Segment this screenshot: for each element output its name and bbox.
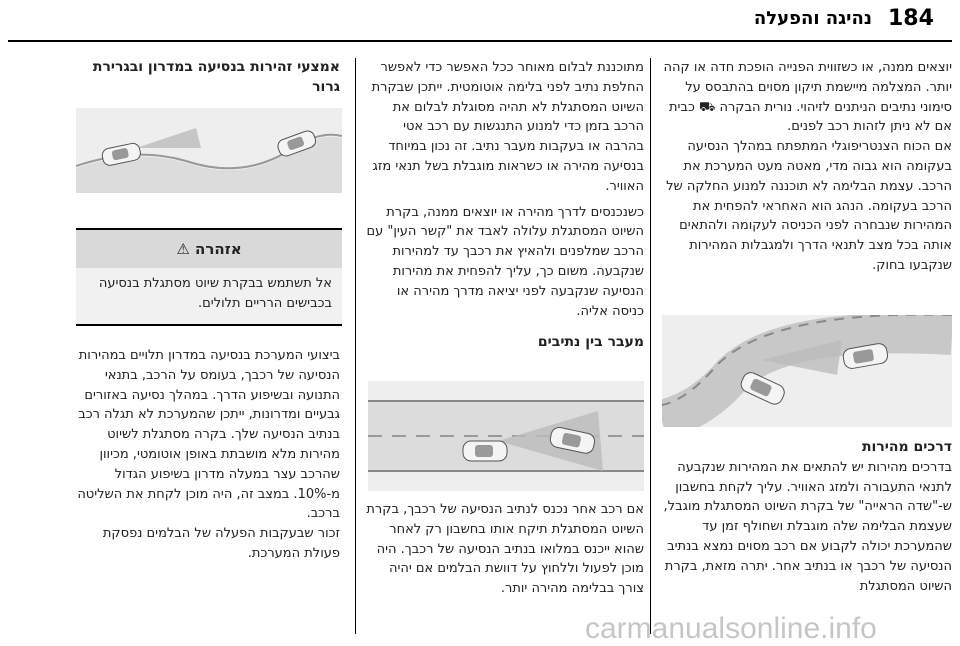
section-heading: מעבר בין נתיבים: [537, 334, 644, 351]
warning-box: [76, 228, 342, 326]
warning-title: אזהרה: [195, 240, 242, 258]
column-divider: [650, 58, 651, 634]
section-heading: אמצעי זהירות בנסיעה במדרון ובגרירת גרור: [92, 59, 340, 95]
column-middle-lower: [362, 500, 644, 599]
page-number: 184: [888, 6, 934, 31]
section-heading: דרכים מהירות: [861, 439, 952, 455]
header-rule: [8, 40, 952, 42]
column-right-lower: [658, 438, 952, 596]
curve-road-illustration: [662, 315, 952, 427]
hill-road-illustration: [76, 108, 342, 193]
lane-change-illustration: [368, 381, 644, 491]
column-left-lower: [72, 346, 340, 564]
column-right: [658, 58, 952, 276]
column-left: [72, 58, 340, 98]
paragraph: אם הכוח הצנטריפוגלי המתפתח במהלך הנסיעה בעקומה הוא גבוה מדי, מאטה מעט המערכת את הרכב. עצמת הבלימה לא תוכננה למנוע החלקה של הרכב בעקומה. הנהג הוא האחראי להפחית את המהירות שנבחרה לפני הכניסה לעקומה ולהתאים אותה בכל מצב לתנאי הדרך ולמגבלות המהירות שנקבעו בחוק.: [666, 139, 952, 273]
warning-text: אל תשתמש בבקרת שיוט מסתגלת בנסיעה בכבישים הרריים תלולים.: [76, 268, 342, 324]
paragraph: אם רכב אחר נכנס לנתיב הנסיעה של רכבך, בקרת השיוט המסתגלת תיקח אותו בחשבון רק לאחר שהוא ייכנס במלואו בנתיב הנסיעה של רכבך. היה מוכן לפעול וללחוץ על דוושת הבלמים אם יהיה צורך בבלימה מהירה יותר.: [366, 502, 644, 597]
paragraph: ביצועי המערכת בנסיעה במדרון תלויים במהירות הנסיעה של רכבך, בעומס על הרכב, בתנאי התנועה ובשיפוע הדרך. במהלך נסיעה באזורים גבעיים ומדרונות, ייתכן שהמערכת לא תגלה רכב בנתיב הנסיעה שלך. בקרה מסתגלת לשיוט מהירות מלא מושבתת באופן אוטומטי, מכיוון שהרכב עצר במעלה מדרון בשיפוע הגדול מ-10%. במצב זה, היה מוכן לקחת את השליטה ברכב.: [77, 348, 340, 522]
column-divider: [355, 58, 356, 634]
paragraph: כשנכנסים לדרך מהירה או יוצאים ממנה, בקרת השיוט המסתגלת עלולה לאבד את "קשר העין" עם הרכב שמלפנים ולהאיץ את רכבך עד למהירות שנקבעה. משום כך, עליך להפחית את מהירות הנסיעה שנקבעה לפני יציאה מדרך מהירה או כניסה אליה.: [366, 204, 644, 319]
paragraph: זכור שבעקבות הפעלה של הבלמים נפסקת פעולת המערכת.: [102, 526, 340, 561]
paragraph: מתוכננת לבלום מאוחר ככל האפשר כדי לאפשר החלפת נתיב לפני בלימה אוטומטית. ייתכן שבקרת השיוט המסתגלת לא תהיה מסוגלת לבלום את הרכב בזמן כדי למנוע התנגשות עם רכב אטי בהרבה או בעקבות מעבר נתיב. זה נכון במיוחד בנסיעה מהירה או כשראות מוגבלת בשל תנאי מזג האוויר.: [371, 60, 644, 194]
paragraph: יוצאים ממנה, או כשזווית הפנייה הופכת חדה או קהה יותר. המצלמה מיישמת תיקון מסוים בהתבסס על סימוני נתיבים הניתנים לזיהוי. נורית הבקרה ⛟ כבית אם לא ניתן לזהות רכב לפנים.: [663, 60, 952, 135]
warning-header: [76, 230, 342, 268]
warning-triangle-icon: ⚠: [176, 240, 190, 258]
column-middle: [362, 58, 644, 353]
paragraph: בדרכים מהירות יש להתאים את המהירות שנקבעה לתנאי התעבורה ולמזג האוויר. עליך לקחת בחשבון ש-"שדה הראייה" של בקרת השיוט המסתגלת מוגבל, שעצמת הבלימה שלה מוגבלת ושחולף זמן עד שהמערכת יכולה לקבוע אם רכב מסוים נמצא בנתיב הנסיעה של רכבך או בנתיב אחר. יתרה מזאת, בקרת השיוט המסתגלת: [663, 459, 952, 594]
chapter-title: נהיגה והפעלה: [753, 8, 872, 29]
watermark: carmanualsonline.info: [585, 612, 877, 645]
